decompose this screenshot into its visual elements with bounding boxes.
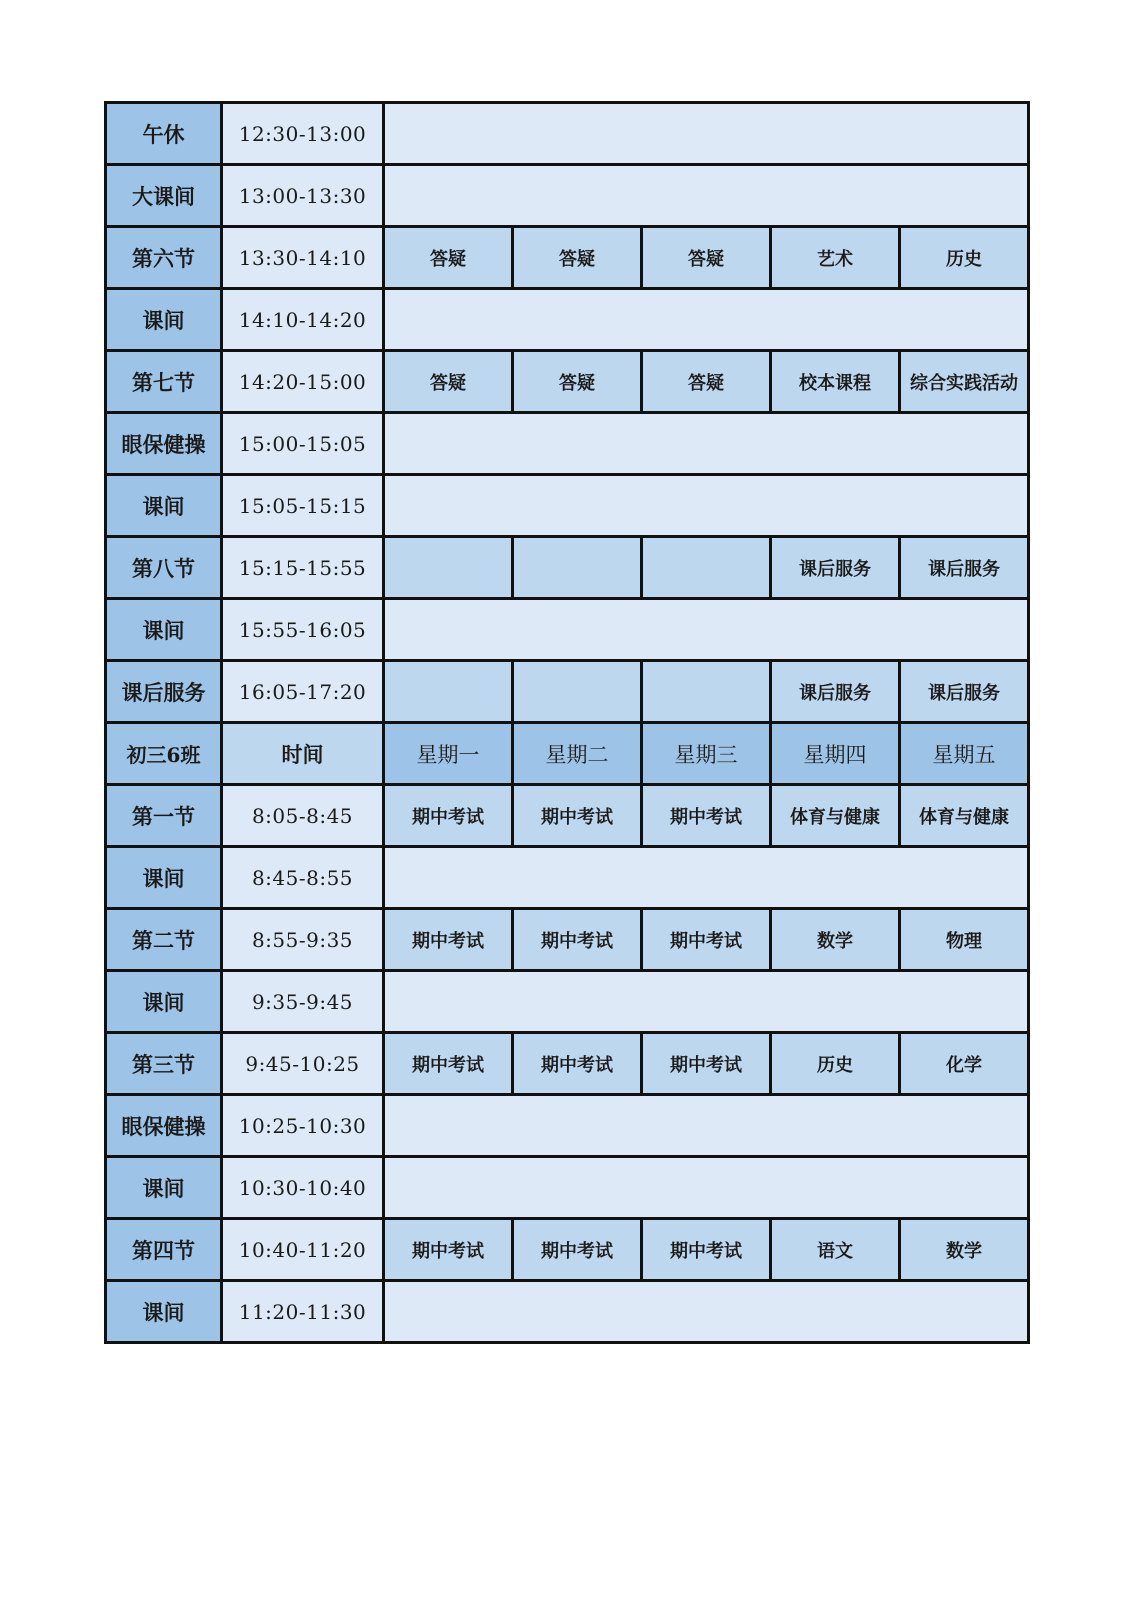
break-span-cell — [384, 103, 1029, 165]
course-cell: 期中考试 — [513, 909, 642, 971]
period-time: 10:30-10:40 — [222, 1157, 384, 1219]
break-span-cell — [384, 475, 1029, 537]
day-header-tuesday: 星期二 — [513, 723, 642, 785]
period-time: 15:15-15:55 — [222, 537, 384, 599]
course-cell: 期中考试 — [384, 909, 513, 971]
break-row — [106, 1281, 1029, 1343]
period-row — [106, 537, 1029, 599]
break-span-cell — [384, 1095, 1029, 1157]
period-time: 11:20-11:30 — [222, 1281, 384, 1343]
period-label: 课间 — [106, 599, 222, 661]
period-time: 15:55-16:05 — [222, 599, 384, 661]
period-label: 第七节 — [106, 351, 222, 413]
course-cell — [513, 661, 642, 723]
period-label: 第四节 — [106, 1219, 222, 1281]
course-cell: 答疑 — [513, 227, 642, 289]
period-label: 第六节 — [106, 227, 222, 289]
period-time: 13:30-14:10 — [222, 227, 384, 289]
period-time: 12:30-13:00 — [222, 103, 384, 165]
period-label: 课间 — [106, 289, 222, 351]
course-cell: 课后服务 — [900, 537, 1029, 599]
period-label: 眼保健操 — [106, 1095, 222, 1157]
course-cell: 化学 — [900, 1033, 1029, 1095]
period-time: 14:10-14:20 — [222, 289, 384, 351]
period-label: 第一节 — [106, 785, 222, 847]
period-time: 13:00-13:30 — [222, 165, 384, 227]
course-cell: 期中考试 — [384, 1033, 513, 1095]
break-span-cell — [384, 599, 1029, 661]
period-label: 眼保健操 — [106, 413, 222, 475]
timetable — [104, 101, 1030, 1344]
class-name: 初三6班 — [106, 723, 222, 785]
period-label: 第三节 — [106, 1033, 222, 1095]
period-label: 课间 — [106, 1157, 222, 1219]
period-label: 午休 — [106, 103, 222, 165]
break-row — [106, 599, 1029, 661]
course-cell: 体育与健康 — [900, 785, 1029, 847]
timetable-top-section — [106, 103, 1029, 723]
course-cell: 期中考试 — [642, 909, 771, 971]
course-cell: 课后服务 — [771, 537, 900, 599]
day-header-friday: 星期五 — [900, 723, 1029, 785]
course-cell: 数学 — [900, 1219, 1029, 1281]
period-label: 大课间 — [106, 165, 222, 227]
day-header-wednesday: 星期三 — [642, 723, 771, 785]
course-cell: 数学 — [771, 909, 900, 971]
time-column-header: 时间 — [222, 723, 384, 785]
break-span-cell — [384, 413, 1029, 475]
day-header-thursday: 星期四 — [771, 723, 900, 785]
course-cell — [642, 661, 771, 723]
course-cell — [513, 537, 642, 599]
course-cell: 综合实践活动 — [900, 351, 1029, 413]
period-label: 第八节 — [106, 537, 222, 599]
period-row — [106, 1033, 1029, 1095]
course-cell: 校本课程 — [771, 351, 900, 413]
break-row — [106, 165, 1029, 227]
break-row — [106, 103, 1029, 165]
break-span-cell — [384, 165, 1029, 227]
course-cell — [384, 537, 513, 599]
break-span-cell — [384, 971, 1029, 1033]
period-time: 8:55-9:35 — [222, 909, 384, 971]
break-row — [106, 971, 1029, 1033]
day-header-monday: 星期一 — [384, 723, 513, 785]
period-time: 16:05-17:20 — [222, 661, 384, 723]
break-row — [106, 1157, 1029, 1219]
course-cell: 期中考试 — [513, 1033, 642, 1095]
course-cell — [642, 537, 771, 599]
period-label: 课间 — [106, 847, 222, 909]
course-cell: 期中考试 — [513, 785, 642, 847]
period-time: 15:05-15:15 — [222, 475, 384, 537]
break-row — [106, 847, 1029, 909]
period-label: 第二节 — [106, 909, 222, 971]
period-label: 课间 — [106, 475, 222, 537]
course-cell — [384, 661, 513, 723]
period-time: 10:25-10:30 — [222, 1095, 384, 1157]
course-cell: 答疑 — [642, 351, 771, 413]
course-cell: 期中考试 — [384, 1219, 513, 1281]
course-cell: 答疑 — [513, 351, 642, 413]
period-time: 9:45-10:25 — [222, 1033, 384, 1095]
period-row — [106, 351, 1029, 413]
period-time: 15:00-15:05 — [222, 413, 384, 475]
period-time: 9:35-9:45 — [222, 971, 384, 1033]
period-label: 课间 — [106, 1281, 222, 1343]
timetable-class-section — [106, 785, 1029, 1343]
period-label: 课后服务 — [106, 661, 222, 723]
course-cell: 体育与健康 — [771, 785, 900, 847]
course-cell: 历史 — [771, 1033, 900, 1095]
course-cell: 期中考试 — [384, 785, 513, 847]
class-header-section — [106, 723, 1029, 785]
break-span-cell — [384, 1157, 1029, 1219]
course-cell: 答疑 — [384, 351, 513, 413]
break-span-cell — [384, 1281, 1029, 1343]
course-cell: 期中考试 — [642, 785, 771, 847]
period-row — [106, 227, 1029, 289]
break-span-cell — [384, 289, 1029, 351]
course-cell: 艺术 — [771, 227, 900, 289]
course-cell: 语文 — [771, 1219, 900, 1281]
course-cell: 期中考试 — [642, 1219, 771, 1281]
course-cell: 课后服务 — [900, 661, 1029, 723]
period-time: 14:20-15:00 — [222, 351, 384, 413]
break-span-cell — [384, 847, 1029, 909]
course-cell: 物理 — [900, 909, 1029, 971]
period-label: 课间 — [106, 971, 222, 1033]
period-time: 10:40-11:20 — [222, 1219, 384, 1281]
class-header-row — [106, 723, 1029, 785]
period-time: 8:45-8:55 — [222, 847, 384, 909]
break-row — [106, 413, 1029, 475]
period-row — [106, 661, 1029, 723]
break-row — [106, 475, 1029, 537]
period-time: 8:05-8:45 — [222, 785, 384, 847]
course-cell: 答疑 — [642, 227, 771, 289]
course-cell: 期中考试 — [642, 1033, 771, 1095]
course-cell: 期中考试 — [513, 1219, 642, 1281]
course-cell: 课后服务 — [771, 661, 900, 723]
course-cell: 答疑 — [384, 227, 513, 289]
period-row — [106, 785, 1029, 847]
course-cell: 历史 — [900, 227, 1029, 289]
period-row — [106, 1219, 1029, 1281]
break-row — [106, 289, 1029, 351]
period-row — [106, 909, 1029, 971]
break-row — [106, 1095, 1029, 1157]
